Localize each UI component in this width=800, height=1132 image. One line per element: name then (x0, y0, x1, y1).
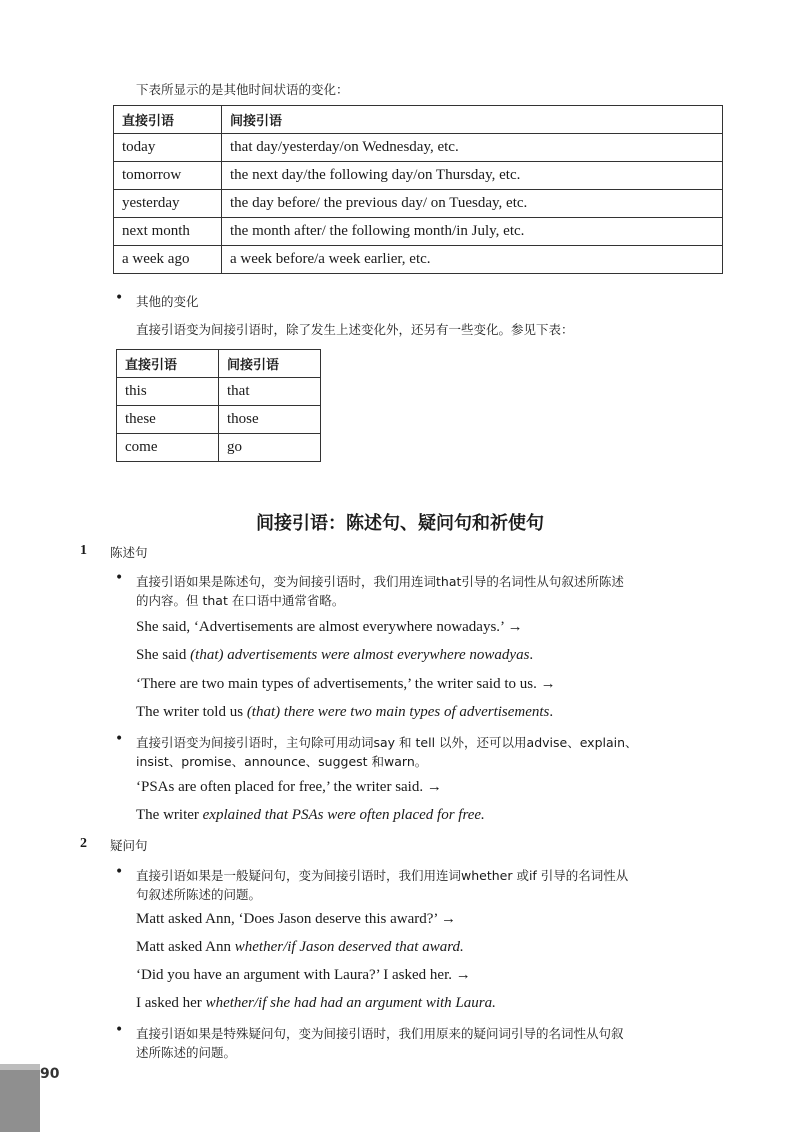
table-cell: the day before/ the previous day/ on Tuesday, etc. (222, 190, 723, 218)
table-cell: tomorrow (114, 162, 222, 190)
table-cell: a week ago (114, 246, 222, 274)
s2-example1-direct: Matt asked Ann, ‘Does Jason deserve this award?’ → (136, 911, 457, 927)
table-cell: a week before/a week earlier, etc. (222, 246, 723, 274)
table-cell: next month (114, 218, 222, 246)
table-row (117, 406, 321, 434)
s2-bullet2-line1: 直接引语如果是特殊疑问句，变为间接引语时，我们用原来的疑问词引导的名词性从句叙 (136, 1026, 624, 1041)
s1-example1-direct: She said, ‘Advertisements are almost everywhere nowadays.’ → (136, 619, 523, 635)
table-row (114, 218, 723, 246)
s1-bullet2-line1: 直接引语变为间接引语时，主句除可用动词say 和 tell 以外，还可以用advise、explain、 (136, 735, 638, 750)
s1-example2-direct: ‘There are two main types of advertisements,’ the writer said to us. → (136, 676, 556, 692)
intro-text: 下表所显示的是其他时间状语的变化： (136, 82, 349, 97)
table-header-row (117, 350, 321, 378)
section-heading: 间接引语：陈述句、疑问句和祈使句 (256, 513, 544, 534)
table-row (114, 246, 723, 274)
footer-bar (0, 1070, 40, 1132)
s2-example2-indirect: I asked her whether/if she had had an argument with Laura. (136, 995, 496, 1011)
bullet-icon: • (115, 570, 124, 586)
s2-bullet1-line1: 直接引语如果是一般疑问句，变为间接引语时，我们用连词whether 或if 引导的名词性从 (136, 868, 629, 883)
table-row (114, 134, 723, 162)
table-row (117, 434, 321, 462)
table-row (114, 190, 723, 218)
table-cell: this (117, 378, 219, 406)
s1-example3-indirect: The writer explained that PSAs were often placed for free. (136, 807, 485, 823)
section-2-title: 疑问句 (110, 838, 148, 853)
table-cell: go (219, 434, 321, 462)
time-adverbial-table (113, 105, 723, 274)
table-cell: the month after/ the following month/in July, etc. (222, 218, 723, 246)
table-row (117, 378, 321, 406)
table-cell: come (117, 434, 219, 462)
page-number: 90 (40, 1066, 60, 1082)
bullet-icon: • (115, 864, 124, 880)
s1-bullet1-line2: 的内容。但 that 在口语中通常省略。 (136, 593, 345, 608)
table-cell: those (219, 406, 321, 434)
table-cell: today (114, 134, 222, 162)
section-1-title: 陈述句 (110, 545, 148, 560)
s2-example2-direct: ‘Did you have an argument with Laura?’ I asked her. → (136, 967, 471, 983)
section-1-number: 1 (80, 543, 87, 558)
table-cell: that (219, 378, 321, 406)
other-changes-text: 直接引语变为间接引语时，除了发生上述变化外，还另有一些变化。参见下表： (136, 322, 574, 337)
s2-bullet2-line2: 述所陈述的问题。 (136, 1045, 237, 1060)
bullet-icon: • (115, 290, 124, 306)
s1-bullet2-line2: insist、promise、announce、suggest 和warn。 (136, 754, 428, 769)
table-row (114, 162, 723, 190)
table-cell: that day/yesterday/on Wednesday, etc. (222, 134, 723, 162)
other-changes-bullet: 其他的变化 (136, 294, 199, 309)
s1-bullet1-line1: 直接引语如果是陈述句，变为间接引语时，我们用连词that引导的名词性从句叙述所陈述 (136, 574, 624, 589)
s1-example1-indirect: She said (that) advertisements were almost everywhere nowadyas. (136, 647, 534, 663)
s1-example2-indirect: The writer told us (that) there were two main types of advertisements. (136, 704, 554, 720)
table-header-direct: 直接引语 (117, 350, 219, 378)
s1-example3-direct: ‘PSAs are often placed for free,’ the writer said. → (136, 779, 442, 795)
bullet-icon: • (115, 1022, 124, 1038)
table-cell: yesterday (114, 190, 222, 218)
table-header-indirect: 间接引语 (219, 350, 321, 378)
s2-example1-indirect: Matt asked Ann whether/if Jason deserved that award. (136, 939, 464, 955)
section-2-number: 2 (80, 836, 87, 851)
table-header-direct: 直接引语 (114, 106, 222, 134)
table-cell: these (117, 406, 219, 434)
other-changes-table (116, 349, 321, 462)
s2-bullet1-line2: 句叙述所陈述的问题。 (136, 887, 262, 902)
table-header-indirect: 间接引语 (222, 106, 723, 134)
table-cell: the next day/the following day/on Thursday, etc. (222, 162, 723, 190)
bullet-icon: • (115, 731, 124, 747)
table-header-row (114, 106, 723, 134)
